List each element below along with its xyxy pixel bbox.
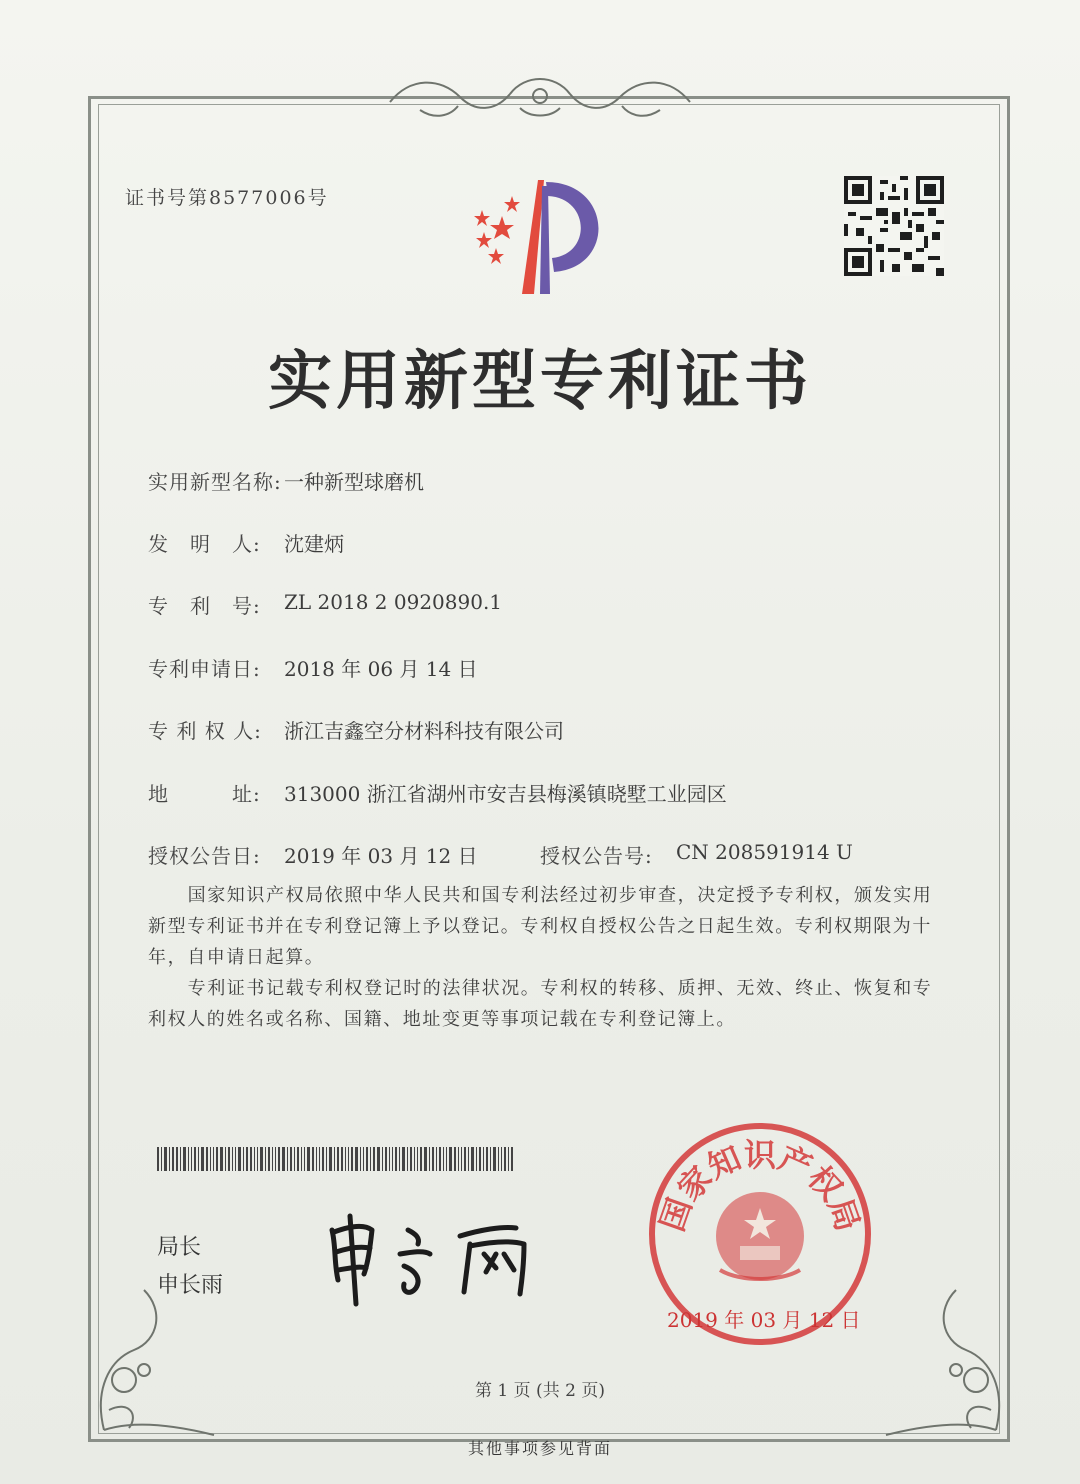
barcode-bar <box>194 1147 196 1171</box>
barcode-bar <box>235 1147 236 1171</box>
director-signature-icon <box>320 1208 550 1308</box>
barcode-bar <box>322 1147 324 1171</box>
barcode-bar <box>449 1147 452 1171</box>
barcode-bar <box>511 1147 513 1171</box>
barcode-bar <box>461 1147 462 1171</box>
barcode-bar <box>501 1147 502 1171</box>
inventor-value: 沈建炳 <box>284 532 344 556</box>
barcode-bar <box>257 1147 258 1171</box>
patent-no-value: ZL 2018 2 0920890.1 <box>284 590 503 614</box>
statement-paragraph-2: 专利证书记载专利权登记时的法律状况。专利权的转移、质押、无效、终止、恢复和专利权人的姓名或名称、国籍、地址变更等事项记载在专利登记簿上。 <box>148 978 933 1030</box>
barcode-bar <box>363 1147 364 1171</box>
barcode-bar <box>370 1147 371 1171</box>
barcode-bar <box>183 1147 186 1171</box>
barcode-bar <box>479 1147 481 1171</box>
barcode-bar <box>294 1147 295 1171</box>
barcode-bar <box>326 1147 327 1171</box>
barcode-bar <box>360 1147 361 1171</box>
barcode-bar <box>312 1147 314 1171</box>
barcode-bar <box>508 1147 509 1171</box>
barcode-bar <box>483 1147 484 1171</box>
barcode-bar <box>254 1147 255 1171</box>
barcode-bar <box>486 1147 488 1171</box>
barcode-bar <box>188 1147 189 1171</box>
top-ornament-icon <box>380 72 700 124</box>
barcode-bar <box>424 1147 427 1171</box>
barcode-bar <box>301 1147 302 1171</box>
barcode-bar <box>392 1147 393 1171</box>
barcode-bar <box>198 1147 199 1171</box>
barcode-bar <box>337 1147 339 1171</box>
barcode-bar <box>366 1147 368 1171</box>
inventor-label: 发 明 人: <box>148 532 261 556</box>
barcode-bar <box>417 1147 418 1171</box>
barcode-bar <box>432 1147 434 1171</box>
barcode-bar <box>334 1147 335 1171</box>
barcode-bar <box>498 1147 499 1171</box>
barcode-bar <box>169 1147 170 1171</box>
qr-code-icon <box>844 176 944 276</box>
barcode-bar <box>238 1147 241 1171</box>
barcode-bar <box>304 1147 305 1171</box>
barcode-bar <box>272 1147 273 1171</box>
certificate-title: 实用新型专利证书 <box>268 345 812 419</box>
barcode-bar <box>157 1147 159 1171</box>
barcode-bar <box>341 1147 343 1171</box>
grant-date-label: 授权公告日: <box>148 844 261 868</box>
barcode-bar <box>307 1147 310 1171</box>
barcode-bar <box>389 1147 390 1171</box>
barcode-bar <box>329 1147 332 1171</box>
barcode-bar <box>250 1147 252 1171</box>
barcode-bar <box>399 1147 400 1171</box>
barcode-bar <box>282 1147 285 1171</box>
barcode-bar <box>377 1147 380 1171</box>
barcode-bar <box>382 1147 383 1171</box>
patent-no-label: 专 利 号: <box>148 594 261 618</box>
address-value: 313000 浙江省湖州市安吉县梅溪镇晓墅工业园区 <box>284 782 727 806</box>
barcode-bar <box>446 1147 447 1171</box>
barcode-bar <box>172 1147 174 1171</box>
barcode-bar <box>243 1147 244 1171</box>
barcode-bar <box>420 1147 422 1171</box>
certificate-number: 证书号第8577006号 <box>125 187 329 209</box>
barcode-bar <box>191 1147 192 1171</box>
barcode-bar <box>290 1147 292 1171</box>
other-matters-note: 其他事项参见背面 <box>467 1439 612 1458</box>
grant-no-value: CN 208591914 U <box>676 840 853 864</box>
barcode-bar <box>265 1147 266 1171</box>
barcode-bar <box>490 1147 491 1171</box>
barcode-bar <box>297 1147 299 1171</box>
barcode-bar <box>164 1147 167 1171</box>
address-label: 地 址: <box>148 782 261 806</box>
page-number: 第 1 页 (共 2 页) <box>475 1381 605 1401</box>
barcode-bar <box>210 1147 211 1171</box>
director-title: 局长 <box>157 1235 202 1260</box>
bottom-right-ornament-icon <box>876 1250 1016 1440</box>
barcode-bar <box>454 1147 456 1171</box>
barcode-bar <box>395 1147 397 1171</box>
name-value: 一种新型球磨机 <box>284 470 424 494</box>
barcode-bar <box>161 1147 162 1171</box>
barcode-bar <box>228 1147 230 1171</box>
barcode-bar <box>316 1147 317 1171</box>
svg-text:国家知识产权局: 国家知识产权局 <box>652 1136 868 1236</box>
barcode-bar <box>260 1147 263 1171</box>
patentee-value: 浙江吉鑫空分材料科技有限公司 <box>284 719 564 743</box>
barcode-bar <box>180 1147 181 1171</box>
barcode-bar <box>476 1147 477 1171</box>
filing-date-value: 2018 年 06 月 14 日 <box>284 657 478 681</box>
barcode-bar <box>275 1147 276 1171</box>
barcode-bar <box>439 1147 441 1171</box>
barcode-bar <box>464 1147 466 1171</box>
barcode-bar <box>373 1147 375 1171</box>
barcode-bar <box>402 1147 405 1171</box>
grant-no-label: 授权公告号: <box>540 844 653 868</box>
patent-office-logo-icon <box>462 172 622 300</box>
grant-date-value: 2019 年 03 月 12 日 <box>284 844 478 868</box>
barcode-bar <box>414 1147 415 1171</box>
barcode-bar <box>385 1147 387 1171</box>
director-name: 申长雨 <box>157 1273 224 1298</box>
barcode-bar <box>246 1147 248 1171</box>
barcode-bar <box>348 1147 349 1171</box>
statement-text <box>148 880 948 1035</box>
barcode-bar <box>471 1147 474 1171</box>
barcode-bar <box>355 1147 358 1171</box>
seal-date: 2019 年 03 月 12 日 <box>667 1308 861 1332</box>
barcode-bar <box>278 1147 280 1171</box>
barcode-bar <box>410 1147 412 1171</box>
barcode-bar <box>206 1147 208 1171</box>
barcode-bar <box>443 1147 444 1171</box>
barcode-bar <box>493 1147 496 1171</box>
barcode-bar <box>458 1147 459 1171</box>
name-label: 实用新型名称: <box>148 470 282 494</box>
statement-paragraph-1: 国家知识产权局依照中华人民共和国专利法经过初步审查，决定授予专利权，颁发实用新型专利证书并在专利登记簿上予以登记。专利权自授权公告之日起生效。专利权期限为十年，自申请日起算。 <box>148 885 933 968</box>
barcode-bar <box>345 1147 346 1171</box>
barcode-bar <box>176 1147 178 1171</box>
barcode-bar <box>225 1147 226 1171</box>
barcode-bar <box>504 1147 506 1171</box>
barcode-bar <box>468 1147 469 1171</box>
barcode-bar <box>213 1147 214 1171</box>
barcode-bar <box>436 1147 437 1171</box>
patentee-label: 专 利 权 人: <box>148 719 262 743</box>
barcode-bar <box>232 1147 233 1171</box>
barcode-bar <box>429 1147 430 1171</box>
barcode-bar <box>220 1147 223 1171</box>
barcode-bar <box>268 1147 270 1171</box>
barcode <box>157 1147 600 1171</box>
barcode-bar <box>319 1147 320 1171</box>
barcode-bar <box>201 1147 204 1171</box>
barcode-bar <box>351 1147 353 1171</box>
barcode-bar <box>287 1147 288 1171</box>
barcode-bar <box>216 1147 218 1171</box>
filing-date-label: 专利申请日: <box>148 657 261 681</box>
barcode-bar <box>407 1147 408 1171</box>
